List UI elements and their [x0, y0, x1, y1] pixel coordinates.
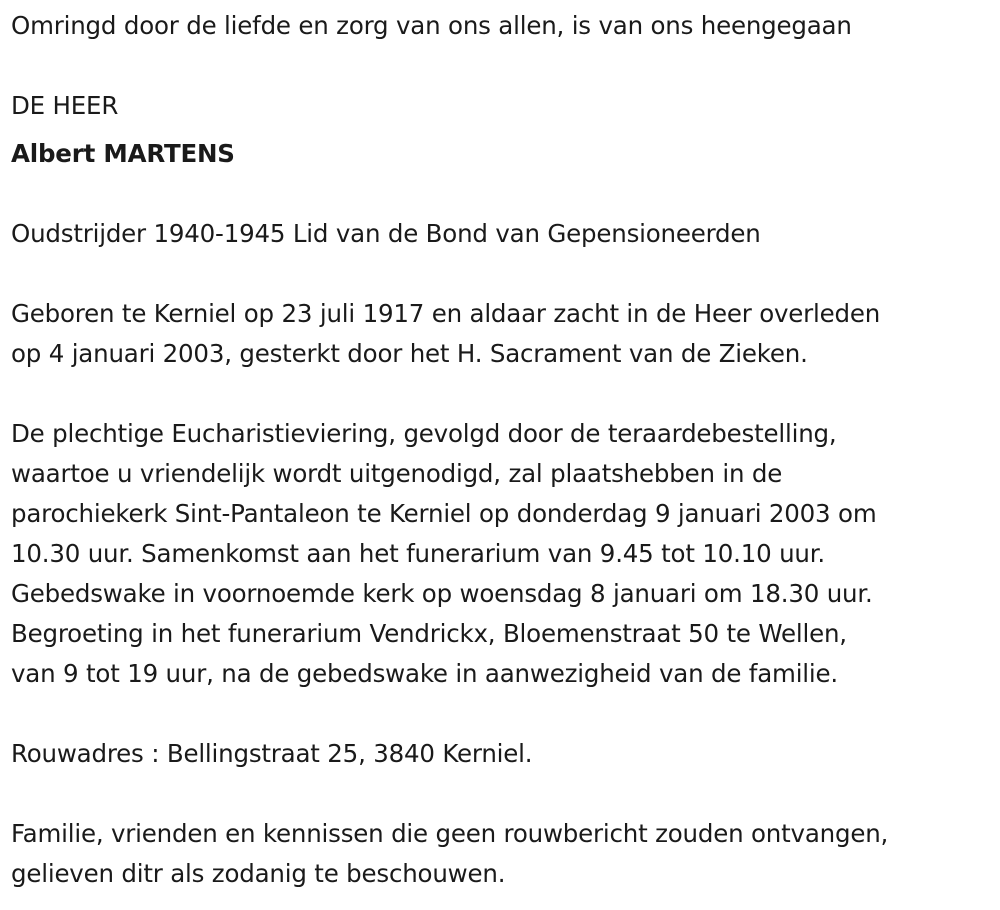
spacer [11, 174, 991, 214]
ceremony-line: De plechtige Eucharistieviering, gevolgd door de teraardebestelling, [11, 419, 837, 448]
spacer [11, 46, 991, 86]
ceremony-paragraph [11, 414, 991, 694]
ceremony-line: 10.30 uur. Samenkomst aan het funerarium van 9.45 tot 10.10 uur. [11, 539, 825, 568]
ceremony-line: Gebedswake in voornoemde kerk op woensdag 8 januari om 18.30 uur. [11, 579, 873, 608]
spacer [11, 694, 991, 734]
ceremony-line: Begroeting in het funerarium Vendrickx, Bloemenstraat 50 te Wellen, [11, 619, 847, 648]
spacer [11, 254, 991, 294]
ceremony-line: waartoe u vriendelijk wordt uitgenodigd, zal plaatshebben in de [11, 459, 783, 488]
deceased-name: Albert MARTENS [11, 139, 235, 168]
intro-line: Omringd door de liefde en zorg van ons allen, is van ons heengegaan [11, 11, 852, 40]
closing-line: gelieven ditr als zodanig te beschouwen. [11, 859, 506, 888]
spacer [11, 374, 991, 414]
salutation: DE HEER [11, 91, 119, 120]
birth-paragraph [11, 294, 991, 374]
mourning-address: Rouwadres : Bellingstraat 25, 3840 Kerniel. [11, 739, 533, 768]
obituary-notice [11, 6, 991, 894]
ceremony-line: parochiekerk Sint-Pantaleon te Kerniel op donderdag 9 januari 2003 om [11, 499, 877, 528]
birth-line: Geboren te Kerniel op 23 juli 1917 en aldaar zacht in de Heer overleden [11, 299, 881, 328]
deceased-title: Oudstrijder 1940-1945 Lid van de Bond van Gepensioneerden [11, 219, 761, 248]
birth-line: op 4 januari 2003, gesterkt door het H. Sacrament van de Zieken. [11, 339, 808, 368]
ceremony-line: van 9 tot 19 uur, na de gebedswake in aanwezigheid van de familie. [11, 659, 838, 688]
spacer [11, 774, 991, 814]
closing-paragraph [11, 814, 991, 894]
closing-line: Familie, vrienden en kennissen die geen rouwbericht zouden ontvangen, [11, 819, 889, 848]
